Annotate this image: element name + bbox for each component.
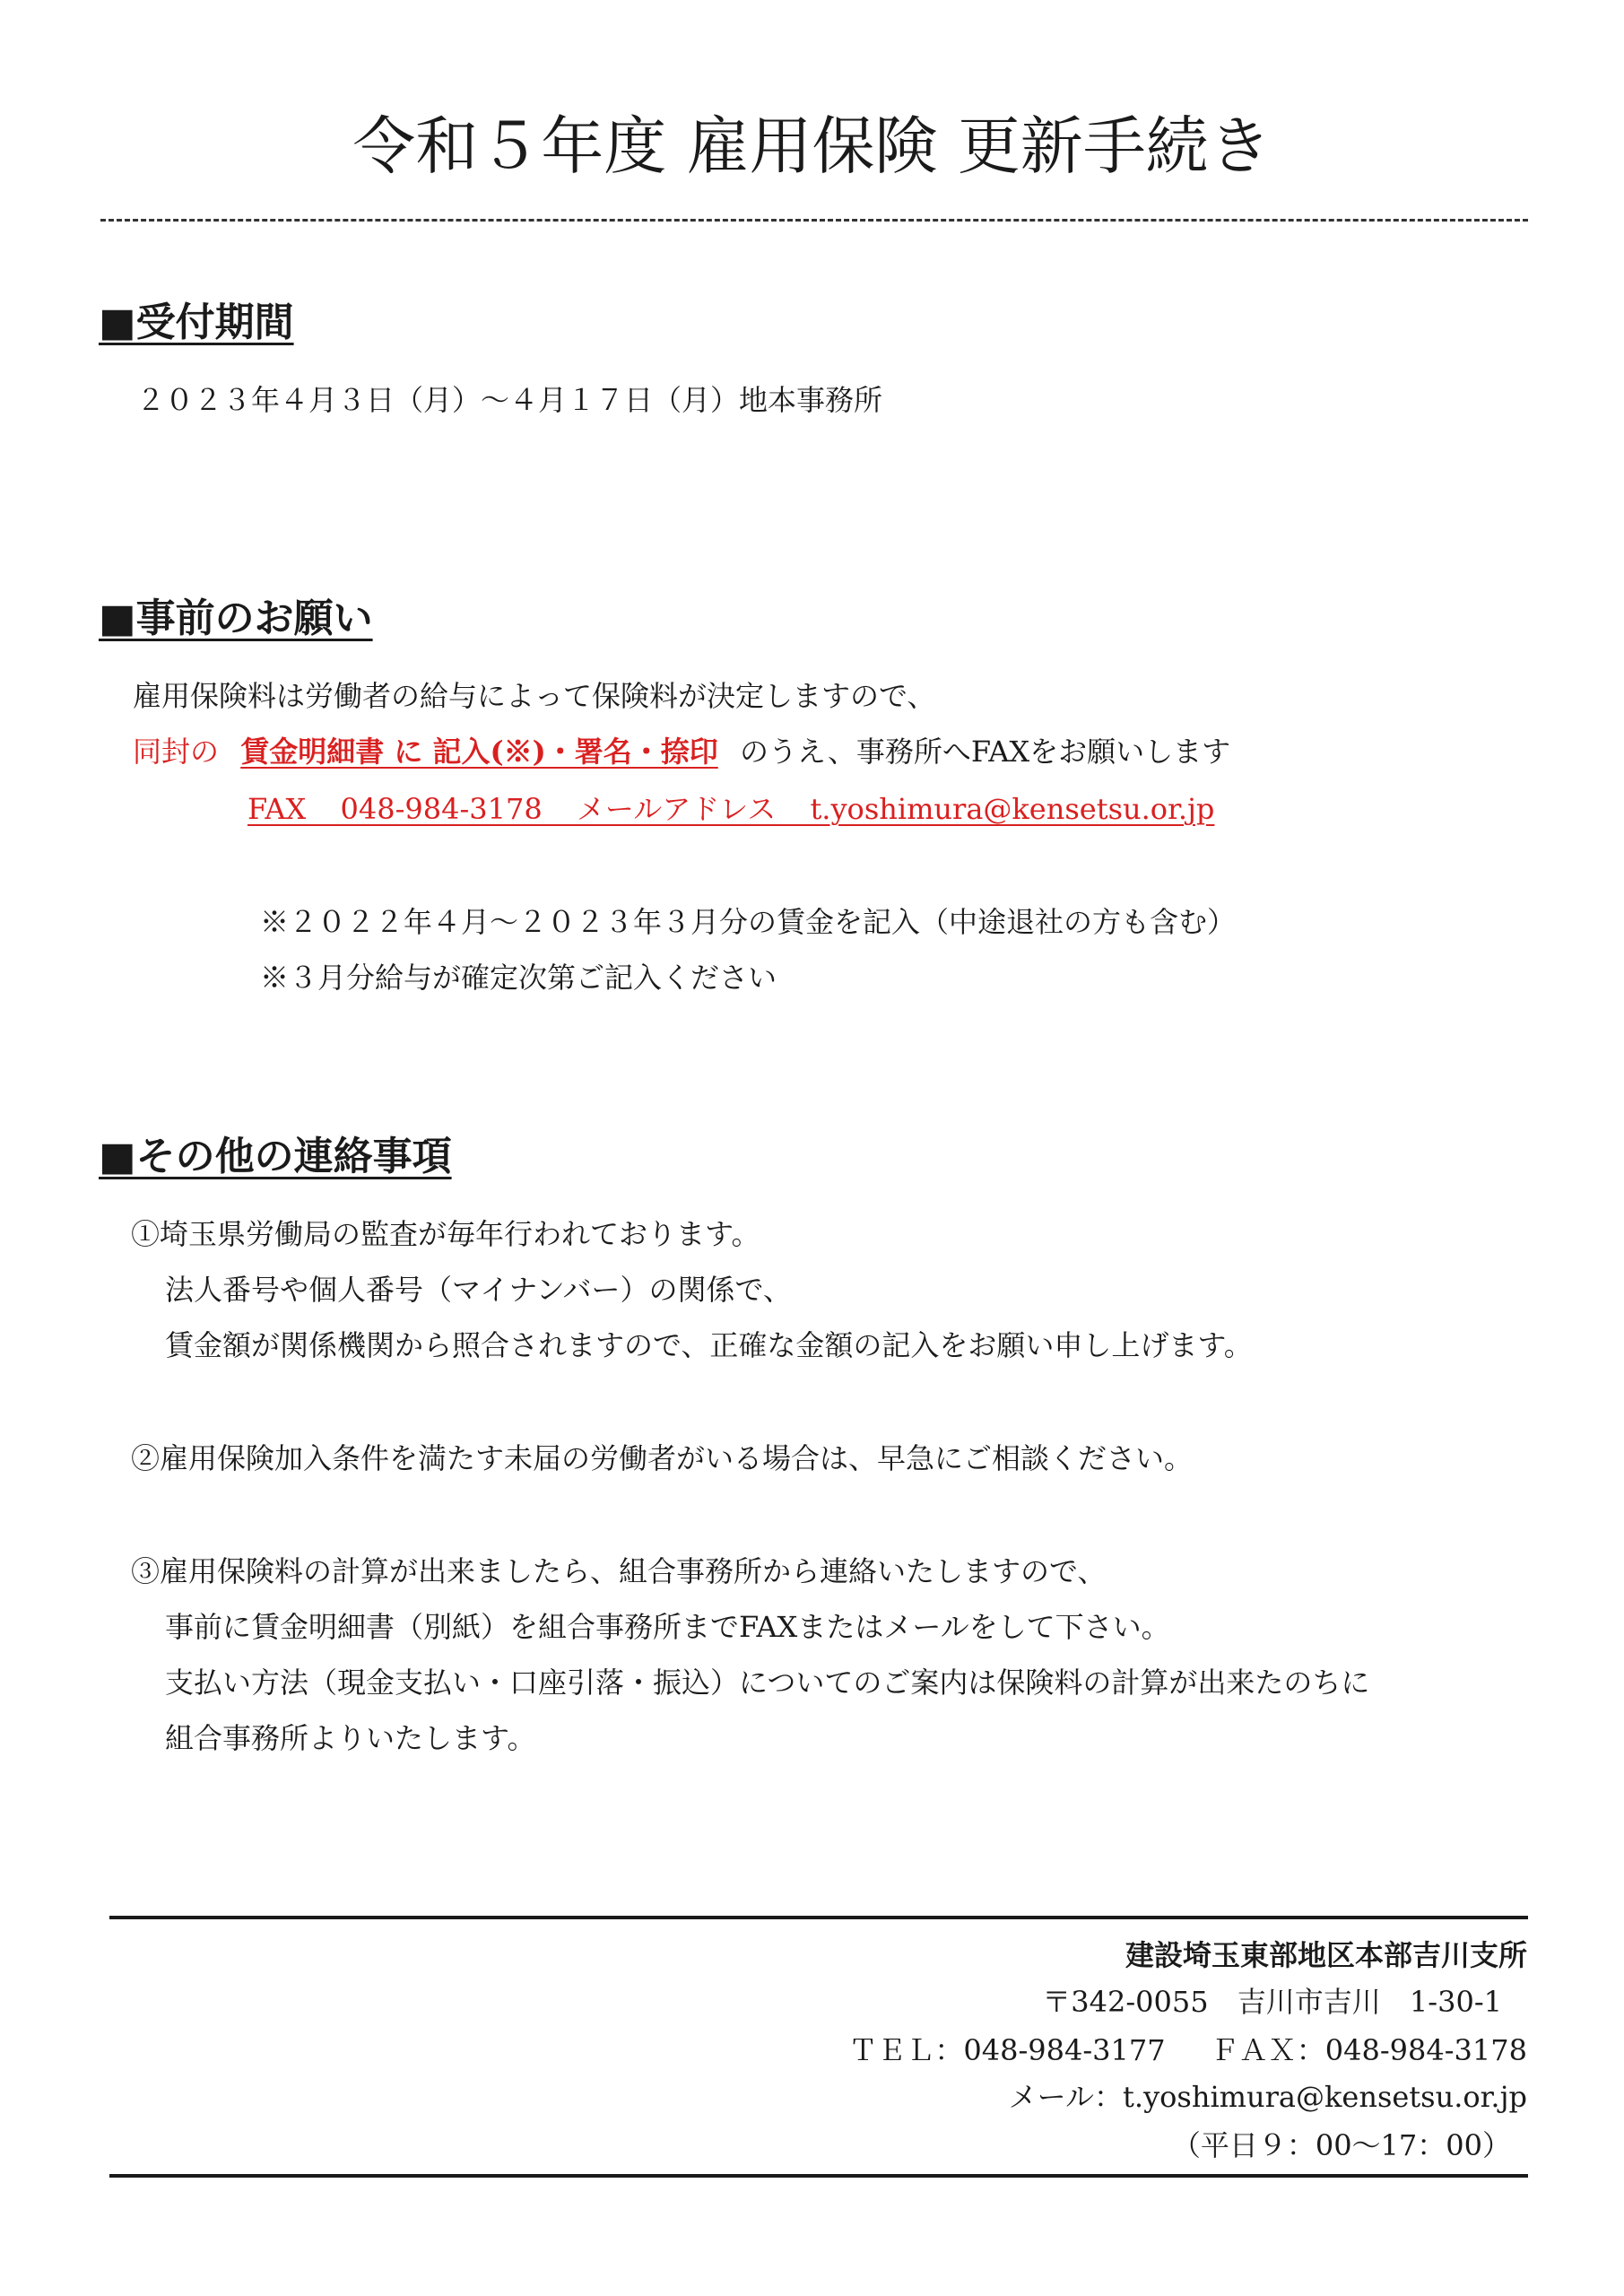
request-wage-statement-instruction: 賃金明細書 に 記入(※)・署名・捺印 bbox=[240, 735, 718, 769]
footer-tel-fax: ＴＥＬ：048-984-3177 ＦＡＸ：048-984-3178 bbox=[848, 2033, 1527, 2067]
notice-1-line-2: 法人番号や個人番号（マイナンバー）の関係で、 bbox=[165, 1273, 792, 1307]
notice-3-line-4: 組合事務所よりいたします。 bbox=[165, 1721, 536, 1755]
notice-2: ②雇用保険加入条件を満たす未届の労働者がいる場合は、早急にご相談ください。 bbox=[131, 1441, 1194, 1475]
request-fax-instruction: のうえ、事務所へFAXをお願いします bbox=[739, 735, 1231, 769]
notice-1-line-1: ①埼玉県労働局の監査が毎年行われております。 bbox=[131, 1217, 760, 1251]
notice-1-line-3: 賃金額が関係機関から照合されますので、正確な金額の記入をお願い申し上げます。 bbox=[165, 1328, 1253, 1362]
section-heading-other-notices: ■その他の連絡事項 bbox=[99, 1134, 452, 1179]
section-heading-reception-period: ■受付期間 bbox=[99, 300, 294, 345]
footer-hours: （平日９：00～17：00） bbox=[1171, 2128, 1511, 2162]
request-line-2 bbox=[133, 732, 1230, 771]
fax-email-contact-line: FAX 048-984-3178 メールアドレス t.yoshimura@kensetsu.or.jp bbox=[248, 792, 1215, 826]
footer-email: メール：t.yoshimura@kensetsu.or.jp bbox=[1008, 2080, 1527, 2114]
march-salary-note: ※３月分給与が確定次第ご記入ください bbox=[260, 961, 777, 995]
notice-3-line-3: 支払い方法（現金支払い・口座引落・振込）についてのご案内は保険料の計算が出来たのちに bbox=[165, 1665, 1370, 1700]
wage-period-note: ※２０２２年４月～２０２３年３月分の賃金を記入（中途退社の方も含む） bbox=[260, 905, 1237, 939]
notice-3-line-2: 事前に賃金明細書（別紙）を組合事務所までFAXまたはメールをして下さい。 bbox=[165, 1610, 1170, 1644]
notice-3-line-1: ③雇用保険料の計算が出来ましたら、組合事務所から連絡いたしますので、 bbox=[131, 1554, 1107, 1588]
reception-period-text: ２０２３年４月３日（月）～４月１７日（月）地本事務所 bbox=[136, 383, 883, 417]
footer-organization: 建設埼玉東部地区本部吉川支所 bbox=[1125, 1938, 1527, 1972]
request-line-1: 雇用保険料は労働者の給与によって保険料が決定しますので、 bbox=[133, 679, 936, 713]
section-heading-advance-request: ■事前のお願い bbox=[99, 596, 373, 641]
footer-address: 〒342-0055 吉川市吉川 1-30-1 bbox=[1042, 1985, 1502, 2019]
footer-top-rule bbox=[109, 1916, 1528, 1919]
footer-bottom-rule bbox=[109, 2174, 1528, 2178]
dashed-divider bbox=[100, 219, 1528, 222]
page-title: 令和５年度 雇用保険 更新手続き bbox=[352, 109, 1272, 183]
request-enclosed-label: 同封の bbox=[133, 735, 220, 769]
